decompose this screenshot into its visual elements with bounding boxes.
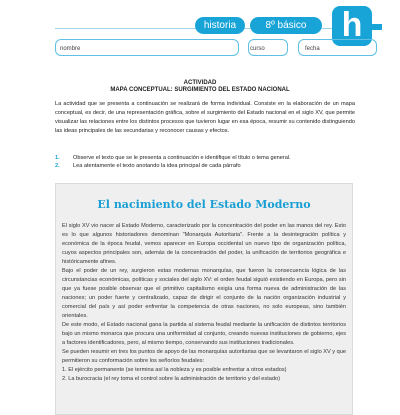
reading-text <box>62 222 346 384</box>
reading-paragraph: El siglo XV vio nacer al Estado Moderno, caracterizado por la concentración del poder en las manos del rey. Esto es lo que algunos historiadores denominan "Monarquía Autoritaria". Frente a la desintegración política y económica de la época feudal, vemos aparecer en Europa occidental un nuevo tipo de organización política, cuyos aspectos principales son, además de la concentración del poder, la unificación de territorios geográfica e históricamente afines. <box>62 223 346 265</box>
reading-list-item: 2. La burocracia (el rey toma el control sobre la administración de territorio y del estado) <box>62 376 280 382</box>
subject-badge: historia <box>195 17 245 34</box>
logo: h <box>332 6 372 46</box>
reading-box <box>55 183 353 415</box>
instruction-text: Observe el texto que se le presenta a continuación e identifique el título o tema general. <box>73 155 291 161</box>
reading-paragraph: Se pueden resumir en tres los puntos de apoyo de las monarquías autoritarias que se levantaron el siglo XV y que permitieron su conformación sobre los señoríos feudales: <box>62 349 346 364</box>
activity-subtitle: MAPA CONCEPTUAL: SURGIMIENTO DEL ESTADO NACIONAL <box>110 87 290 93</box>
reading-list-item: 1. El ejército permanente (se termina así la nobleza y es posible enfrentar a otros estados) <box>62 367 287 373</box>
activity-intro: La actividad que se presenta a continuación se realizará de forma individual. Consiste en la elaboración de un mapa conceptual, es decir, de una representación gráfica, sobre el surgimiento del Estado nacional en el siglo XV, que permite visualizar las relaciones entre los distintos procesos que tuvieron lugar en esa época, resumir su contenido distinguiendo las ideas principales de las secundarias y reconocer causas y efectos. <box>55 101 355 134</box>
instruction-text: Lea atentamente el texto anotando la idea principal de cada párrafo <box>73 163 241 169</box>
activity-title: ACTIVIDAD <box>183 80 217 86</box>
name-label: nombre <box>60 46 81 52</box>
reading-title: El nacimiento del Estado Moderno <box>97 198 311 211</box>
student-info-row <box>55 39 375 54</box>
instruction-item <box>55 154 355 162</box>
reading-paragraph: Bajo el poder de un rey, surgieron estas modernas monarquías, que fueron la consecuencia lógica de las circunstancias económicas, políticas y sociales del siglo XV: el orden feudal siguió existiendo en Europa, pero sin que ya fuese posible observar que el primitivo capitalismo exigía una forma nueva de administración de las naciones; un poder fuerte y centralizado, capaz de dirigir el conjunto de la nación organización industrial y comercial del país y así poder enfrentar la competencia de otras naciones, no solo europeas, sino también orientales. <box>62 268 346 319</box>
reading-paragraph: De este modo, el Estado nacional gana la partida al sistema feudal mediante la unificación de distintos territorios bajo un mismo monarca que procura una uniformidad al conjunto, creando nuevas instituciones de gobierno, ejes a factores identificadores, pero, al mismo tiempo, conservando sus instituciones tradicionales. <box>62 322 346 346</box>
instruction-number: 2. <box>55 163 60 169</box>
grade-badge: 8º básico <box>250 17 322 34</box>
instruction-list <box>55 154 355 170</box>
name-field[interactable] <box>55 39 239 56</box>
course-label: curso <box>250 46 265 52</box>
logo-tab <box>370 24 382 30</box>
instruction-item <box>55 162 355 170</box>
date-label: fecha <box>305 46 320 52</box>
instruction-number: 1. <box>55 155 60 161</box>
